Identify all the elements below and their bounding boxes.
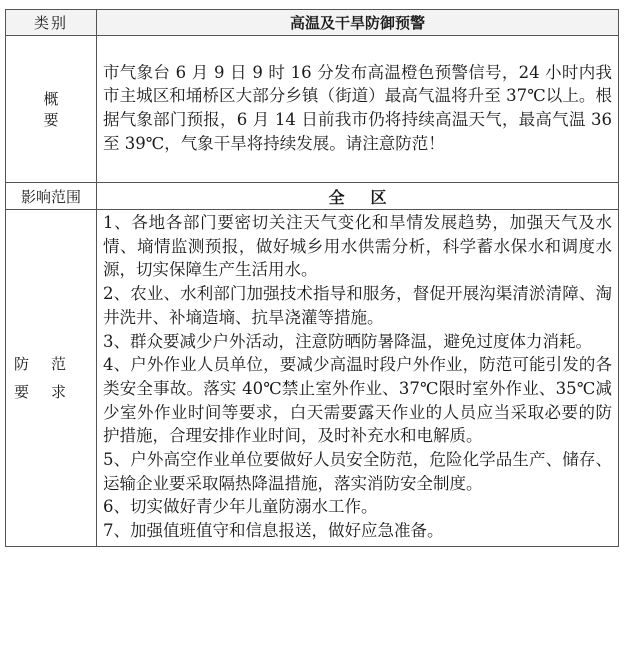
requirement-item-2: 2、农业、水利部门加强技术指导和服务，督促开展沟渠清淤清障、淘井洗井、补墒造墒、抗旱浇灌等措施。 — [103, 284, 612, 327]
summary-text: 市气象台 6 月 9 日 9 时 16 分发布高温橙色预警信号，24 小时内我市主城区和埇桥区大部分乡镇（街道）最高气温将升至 37℃以上。根据气象部门预报，6 月 14 日前我市仍将持续高温天气，最高气温 36 至 39℃，气象干旱将持续发展。请注意防范！ — [97, 36, 619, 183]
warning-document — [5, 9, 619, 547]
requirements-label — [6, 210, 97, 547]
scope-value: 全区 — [97, 183, 619, 210]
summary-label: 概 要 — [6, 36, 97, 183]
requirement-item-4: 4、户外作业人员单位，要减少高温时段户外作业，防范可能引发的各类安全事故。落实 40℃禁止室外作业、37℃限时室外作业、35℃减少室外作业时间等要求，白天需要露天作业的人员应当采取必要的防护措施，合理安排作业时间，及时补充水和电解质。 — [103, 355, 612, 446]
requirements-label-line2: 要求 — [14, 382, 89, 401]
requirement-item-5: 5、户外高空作业单位要做好人员安全防范，危险化学品生产、储存、运输企业要采取隔热降温措施，落实消防安全制度。 — [103, 450, 612, 493]
requirement-item-7: 7、加强值班值守和信息报送，做好应急准备。 — [103, 521, 444, 541]
requirements-list — [97, 210, 619, 547]
requirement-item-6: 6、切实做好青少年儿童防溺水工作。 — [103, 497, 378, 517]
warning-title: 高温及干旱防御预警 — [97, 10, 619, 36]
warning-table — [5, 9, 619, 547]
requirements-label-line1: 防范 — [14, 354, 89, 373]
summary-row — [6, 36, 619, 183]
requirement-item-3: 3、群众要减少户外活动，注意防晒防暑降温，避免过度体力消耗。 — [103, 331, 592, 351]
requirements-row — [6, 210, 619, 547]
category-label: 类别 — [6, 10, 97, 36]
scope-label: 影响范围 — [6, 183, 97, 210]
requirement-item-1: 1、各地各部门要密切关注天气变化和旱情发展趋势，加强天气及水情、墒情监测预报，做好城乡用水供需分析，科学蓄水保水和调度水源，切实保障生产生活用水。 — [103, 213, 612, 280]
scope-row — [6, 183, 619, 210]
header-row — [6, 10, 619, 36]
